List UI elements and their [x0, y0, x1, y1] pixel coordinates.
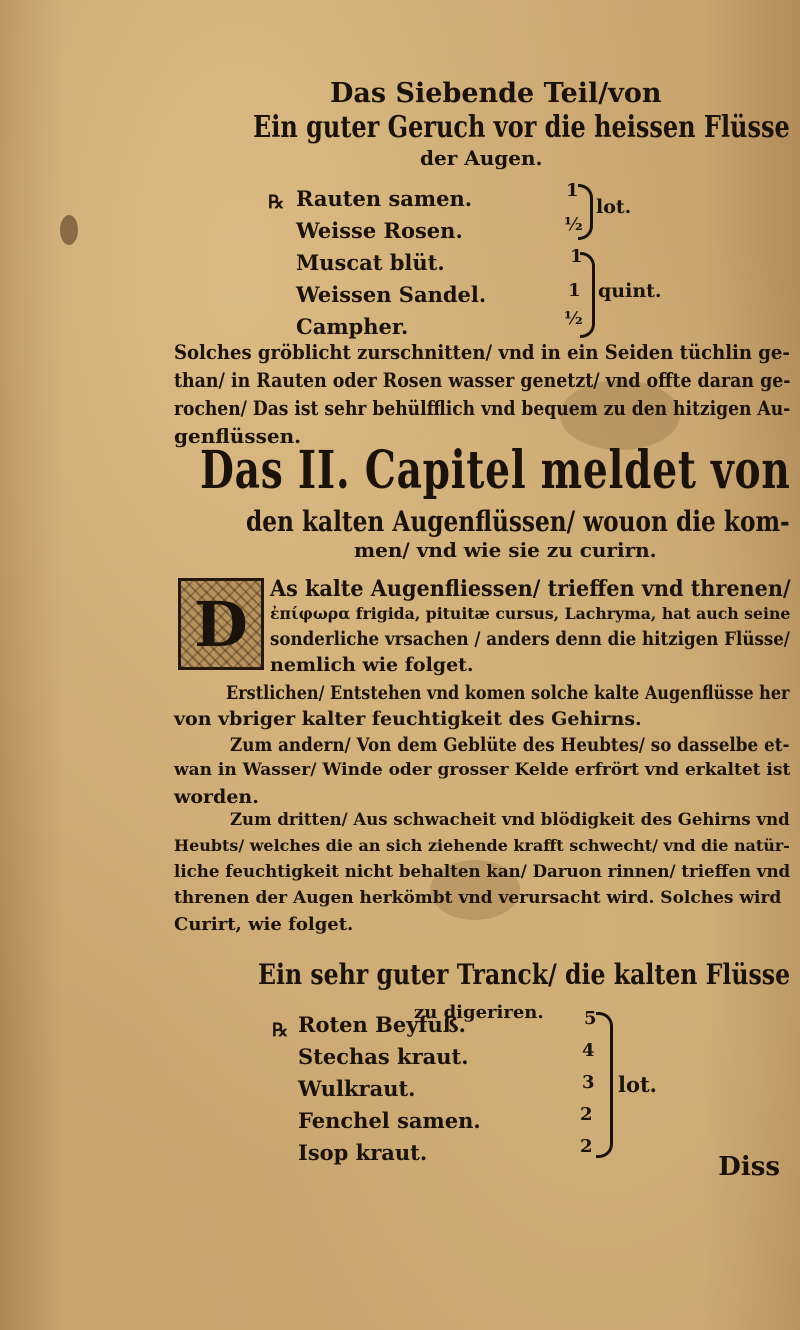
- ingredient-name: Campher.: [296, 314, 409, 339]
- ingredient-quantity: ½: [564, 308, 583, 329]
- running-head: Das Siebende Teil/von: [330, 78, 662, 109]
- ingredient-quantity: 3: [582, 1072, 595, 1093]
- ingredient-name: Weissen Sandel.: [296, 282, 487, 307]
- text-line: worden.: [174, 786, 259, 808]
- ingredient-name: Wulkraut.: [298, 1076, 416, 1101]
- recipe-title-continued: zu digeriren.: [414, 1002, 544, 1023]
- catchword: Diss: [718, 1152, 780, 1182]
- text-line: Heubts/ welches die an sich ziehende krafft schwecht/ vnd die natür-: [174, 836, 790, 855]
- text-line: threnen der Augen herkömbt vnd verursacht wird. Solches wird: [174, 888, 782, 908]
- text-line: Zum andern/ Von dem Geblüte des Heubtes/ so dasselbe et-: [230, 734, 790, 756]
- text-line: sonderliche vrsachen / anders denn die hitzigen Flüsse/: [270, 628, 790, 650]
- text-line: Solches gröblicht zurschnitten/ vnd in ein Seiden tüchlin ge-: [174, 340, 790, 364]
- text-line: rochen/ Das ist sehr behülfflich vnd bequem zu den hitzigen Au-: [174, 396, 791, 420]
- unit-label: lot.: [618, 1072, 657, 1097]
- paper-stain: [60, 215, 78, 245]
- ingredient-quantity: 4: [582, 1040, 595, 1061]
- text-line: As kalte Augenfliessen/ trieffen vnd threnen/: [270, 576, 791, 602]
- ingredient-name: Rauten samen.: [296, 186, 473, 211]
- brace: [578, 184, 593, 240]
- text-line: wan in Wasser/ Winde oder grosser Kelde erfrört vnd erkaltet ist: [174, 760, 791, 780]
- text-line: Zum dritten/ Aus schwacheit vnd blödigkeit des Gehirns vnd: [230, 810, 790, 830]
- text-line: liche feuchtigkeit nicht behalten kan/ Daruon rinnen/ trieffen vnd: [174, 862, 791, 882]
- ingredient-quantity: 5: [584, 1008, 597, 1029]
- text-line: von vbriger kalter feuchtigkeit des Gehirns.: [174, 708, 642, 730]
- text-line: Curirt, wie folget.: [174, 914, 354, 935]
- ingredient-name: Stechas kraut.: [298, 1044, 469, 1069]
- unit-label: quint.: [598, 280, 662, 302]
- ingredient-quantity: 1: [566, 180, 579, 201]
- text-line: nemlich wie folget.: [270, 654, 474, 676]
- brace: [596, 1012, 613, 1158]
- ingredient-name: Roten Beyfuß.: [298, 1012, 466, 1037]
- recipe-title-continued: der Augen.: [420, 146, 543, 170]
- text-line: than/ in Rauten oder Rosen wasser genetzt/ vnd offte daran ge-: [174, 368, 791, 392]
- ingredient-quantity: 2: [580, 1104, 593, 1125]
- text-line: Erstlichen/ Entstehen vnd komen solche kalte Augenflüsse her: [226, 682, 790, 704]
- recipe-title: Ein sehr guter Tranck/ die kalten Flüsse: [258, 958, 791, 991]
- chapter-heading: Das II. Capitel meldet von: [200, 440, 791, 501]
- text-line: genflüssen.: [174, 424, 302, 448]
- decorated-initial: D: [178, 578, 264, 670]
- ingredient-quantity: 1: [570, 246, 583, 267]
- ingredient-name: Muscat blüt.: [296, 250, 445, 275]
- chapter-heading-line: men/ vnd wie sie zu curirn.: [354, 538, 657, 562]
- recipe-symbol: ℞: [268, 192, 285, 213]
- ingredient-quantity: ½: [564, 214, 583, 235]
- ingredient-name: Weisse Rosen.: [296, 218, 463, 243]
- ingredient-quantity: 2: [580, 1136, 593, 1157]
- ingredient-name: Fenchel samen.: [298, 1108, 481, 1133]
- recipe-symbol: ℞: [272, 1020, 289, 1041]
- chapter-heading-line: den kalten Augenflüssen/ wouon die kom-: [246, 505, 790, 538]
- brace: [580, 252, 595, 338]
- ingredient-name: Isop kraut.: [298, 1140, 428, 1165]
- text-line: ἐπίφωρα frigida, pituitæ cursus, Lachryma, hat auch seine: [270, 604, 791, 623]
- recipe-title: Ein guter Geruch vor die heissen Flüsse: [253, 110, 790, 145]
- ingredient-quantity: 1: [568, 280, 581, 301]
- unit-label: lot.: [596, 196, 632, 218]
